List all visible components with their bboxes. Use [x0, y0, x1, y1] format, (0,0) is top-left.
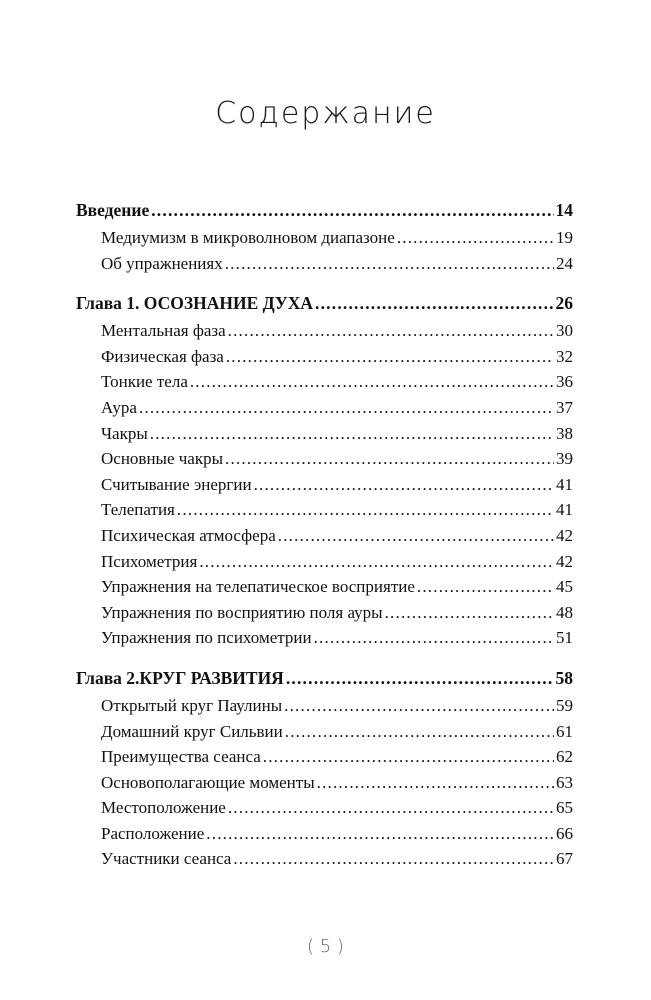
dot-leader: [228, 321, 554, 341]
dot-leader: [233, 849, 554, 869]
toc-entry-label: Основополагающие моменты: [101, 772, 315, 792]
toc-entry-label: Упражнения по психометрии: [101, 628, 312, 648]
dot-leader: [284, 696, 554, 716]
toc-entry-label: Психическая атмосфера: [101, 525, 276, 545]
toc-entry-label: Упражнения на телепатическое восприятие: [101, 577, 415, 597]
toc-entry-label: Физическая фаза: [101, 346, 224, 366]
dot-leader: [150, 424, 554, 444]
toc-entry-page: 14: [555, 200, 573, 220]
toc-entry-label: Упражнения по восприятию поля ауры: [101, 602, 383, 622]
table-of-contents: [76, 200, 573, 889]
toc-entry-page: 36: [556, 372, 573, 392]
dot-leader: [190, 372, 554, 392]
toc-entry-label: Телепатия: [101, 500, 175, 520]
toc-sub-entry[interactable]: [76, 628, 573, 654]
page-title: Содержание: [215, 96, 436, 131]
dot-leader: [228, 798, 554, 818]
toc-entry-page: 41: [556, 474, 573, 494]
toc-sub-entry[interactable]: [76, 347, 573, 373]
toc-entry-label: Считывание энергии: [101, 474, 252, 494]
dot-leader: [315, 293, 553, 314]
toc-sub-entry[interactable]: [76, 824, 573, 850]
toc-entry-page: 62: [556, 747, 573, 767]
toc-entry-page: 26: [555, 293, 573, 314]
dot-leader: [417, 577, 554, 597]
toc-section-chapter-1: [76, 293, 573, 654]
toc-sub-entry[interactable]: [76, 321, 573, 347]
dot-leader: [397, 228, 554, 248]
toc-entry-label: Ментальная фаза: [101, 321, 226, 341]
toc-entry-label: Расположение: [101, 823, 205, 843]
toc-entry-page: 48: [556, 602, 573, 622]
toc-entry-label: Преимущества сеанса: [101, 747, 261, 767]
toc-sub-entry[interactable]: [76, 228, 573, 254]
toc-entry-page: 24: [556, 253, 573, 273]
toc-sub-entry[interactable]: [76, 696, 573, 722]
toc-sub-entry[interactable]: [76, 552, 573, 578]
toc-entry-label: Домашний круг Сильвии: [101, 721, 283, 741]
dot-leader: [314, 628, 554, 648]
toc-entry-label: Открытый круг Паулины: [101, 695, 283, 715]
toc-sub-entry[interactable]: [76, 747, 573, 773]
toc-entry-page: 66: [556, 823, 573, 843]
dot-leader: [385, 603, 554, 623]
toc-entry-page: 41: [556, 500, 573, 520]
toc-sub-entry[interactable]: [76, 722, 573, 748]
dot-leader: [225, 254, 554, 274]
toc-entry-page: 59: [556, 695, 573, 715]
toc-sub-entry[interactable]: [76, 798, 573, 824]
toc-sub-entry[interactable]: [76, 254, 573, 280]
toc-entry-page: 58: [555, 667, 573, 688]
toc-chapter-entry[interactable]: [76, 293, 573, 321]
toc-section-introduction: [76, 200, 573, 279]
toc-entry-label: Глава 1. ОСОЗНАНИЕ ДУХА: [76, 293, 314, 314]
dot-leader: [286, 668, 554, 689]
toc-entry-page: 63: [556, 772, 573, 792]
toc-entry-page: 42: [556, 525, 573, 545]
toc-entry-page: 38: [556, 423, 573, 443]
toc-entry-page: 39: [556, 449, 573, 469]
toc-sub-entry[interactable]: [76, 577, 573, 603]
toc-entry-page: 67: [556, 849, 573, 869]
toc-sub-entry[interactable]: [76, 526, 573, 552]
toc-entry-page: 19: [556, 228, 573, 247]
dot-leader: [278, 526, 554, 546]
dot-leader: [225, 449, 554, 469]
toc-sub-entry[interactable]: [76, 372, 573, 398]
toc-entry-label: Психометрия: [101, 551, 198, 571]
toc-entry-page: 42: [556, 551, 573, 571]
toc-entry-label: Аура: [101, 397, 137, 417]
dot-leader: [254, 475, 554, 495]
dot-leader: [177, 500, 554, 520]
toc-sub-entry[interactable]: [76, 500, 573, 526]
dot-leader: [226, 347, 554, 367]
toc-entry-page: 32: [556, 346, 573, 366]
toc-sub-entry[interactable]: [76, 475, 573, 501]
toc-entry-label: Основные чакры: [101, 449, 224, 469]
toc-chapter-entry[interactable]: [76, 200, 573, 228]
dot-leader: [317, 773, 554, 793]
toc-sub-entry[interactable]: [76, 398, 573, 424]
toc-entry-page: 45: [556, 577, 573, 597]
dot-leader: [206, 824, 554, 844]
toc-entry-label: Введение: [76, 200, 150, 220]
toc-sub-entry[interactable]: [76, 773, 573, 799]
toc-entry-label: Медиумизм в микроволновом диапазоне: [101, 228, 395, 247]
dot-leader: [199, 552, 554, 572]
toc-sub-entry[interactable]: [76, 449, 573, 475]
toc-entry-page: 30: [556, 321, 573, 341]
toc-entry-label: Глава 2.КРУГ РАЗВИТИЯ: [76, 667, 284, 688]
toc-entry-page: 61: [556, 721, 573, 741]
toc-entry-label: Участники сеанса: [101, 849, 232, 869]
toc-sub-entry[interactable]: [76, 849, 573, 875]
toc-entry-page: 65: [556, 798, 573, 818]
dot-leader: [285, 722, 554, 742]
dot-leader: [139, 398, 554, 418]
toc-chapter-entry[interactable]: [76, 668, 573, 696]
toc-sub-entry[interactable]: [76, 603, 573, 629]
toc-sub-entry[interactable]: [76, 424, 573, 450]
toc-entry-label: Местоположение: [101, 798, 226, 818]
toc-section-chapter-2: [76, 668, 573, 875]
toc-entry-label: Чакры: [101, 423, 148, 443]
dot-leader: [151, 200, 553, 221]
toc-entry-page: 37: [556, 397, 573, 417]
toc-entry-label: Об упражнениях: [101, 253, 223, 273]
toc-entry-label: Тонкие тела: [101, 372, 188, 392]
page-number: ( 5 ): [307, 936, 344, 957]
dot-leader: [263, 747, 554, 767]
toc-entry-page: 51: [556, 628, 573, 648]
